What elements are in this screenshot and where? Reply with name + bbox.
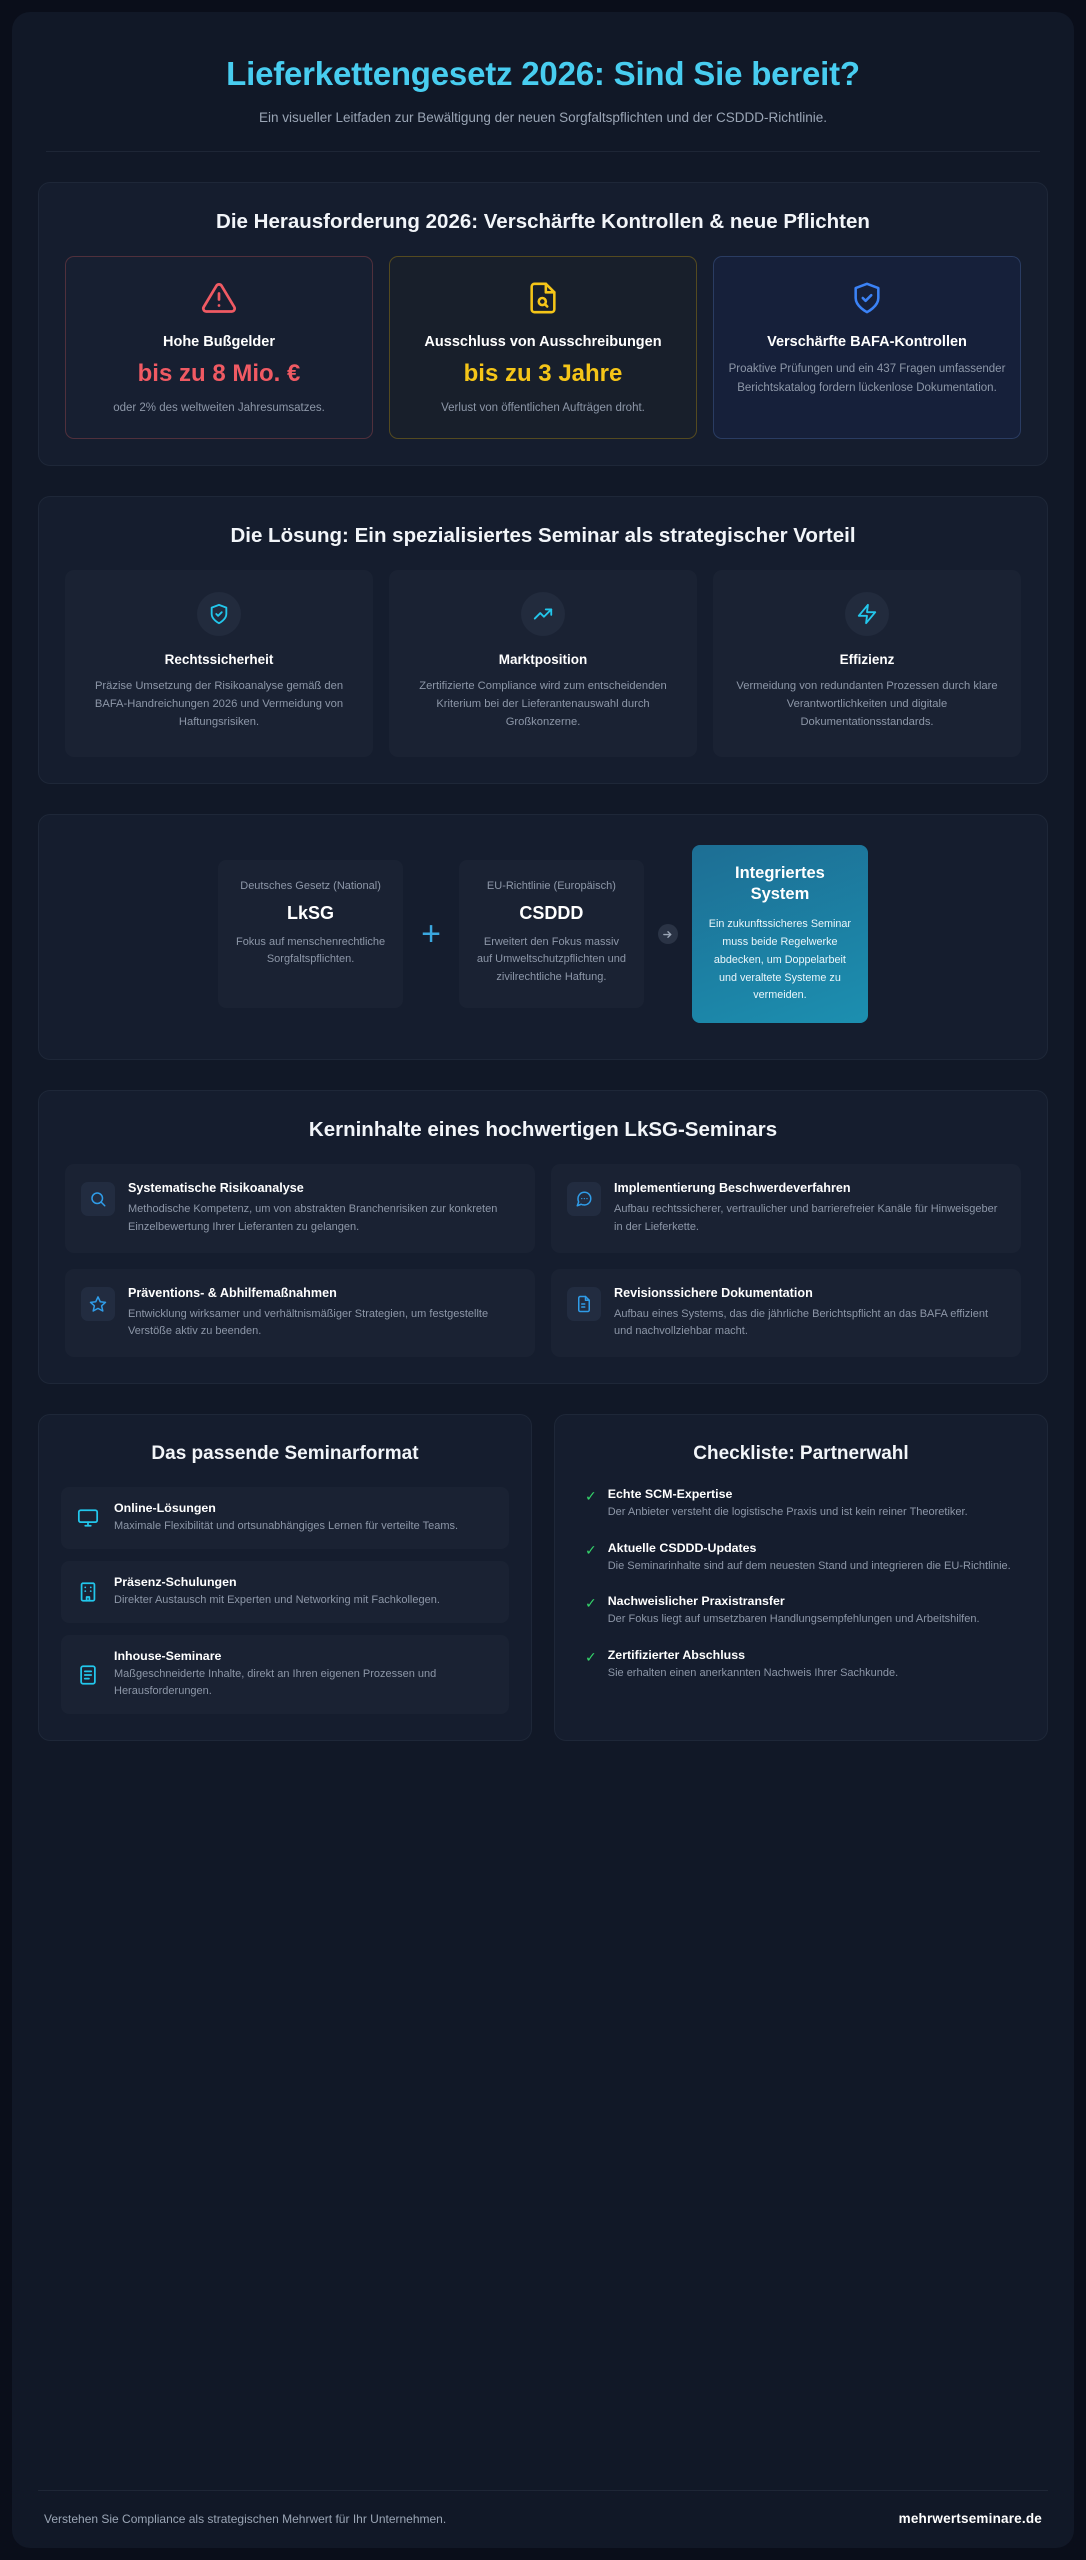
law-comparison-section xyxy=(38,814,1048,1060)
shield-check-icon xyxy=(197,592,241,636)
search-icon xyxy=(81,1182,115,1216)
check-icon: ✓ xyxy=(585,1541,597,1558)
shield-check-icon xyxy=(850,279,884,317)
checklist-item-body: Der Anbieter versteht die logistische Praxis und ist kein reiner Theoretiker. xyxy=(607,1505,968,1518)
bolt-icon xyxy=(845,592,889,636)
message-circle-icon xyxy=(567,1182,601,1216)
check-icon: ✓ xyxy=(585,1648,597,1665)
solution-card-body: Präzise Umsetzung der Risikoanalyse gemäß den BAFA-Handreichungen 2026 und Vermeidung von Haftungsrisiken. xyxy=(94,679,344,728)
core-item-title: Systematische Risikoanalyse xyxy=(128,1181,304,1196)
challenge-card-grid xyxy=(61,256,1025,439)
format-item-body: Direkter Austausch mit Experten und Networking mit Fachkollegen. xyxy=(114,1593,440,1606)
checklist-panel xyxy=(554,1414,1048,1741)
document-icon xyxy=(567,1287,601,1321)
core-content-title: Kerninhalte eines hochwertigen LkSG-Seminars xyxy=(308,1118,778,1142)
alert-triangle-icon xyxy=(201,279,237,317)
law-card-csddd xyxy=(459,860,644,1008)
checklist-item-practical-transfer xyxy=(577,1594,1025,1629)
header xyxy=(38,38,1048,125)
solution-card-efficiency xyxy=(713,570,1021,757)
checklist-item-title: Nachweislicher Praxistransfer xyxy=(607,1594,785,1609)
core-item-body: Aufbau rechtssicherer, vertraulicher und barrierefreier Kanäle für Hinweisgeber in der Lieferkette. xyxy=(614,1203,998,1233)
star-icon xyxy=(81,1287,115,1321)
checklist-item-certification xyxy=(577,1648,1025,1683)
checklist-item-title: Echte SCM-Expertise xyxy=(607,1486,733,1501)
core-item-prevention-measures xyxy=(65,1269,535,1358)
core-item-risk-analysis xyxy=(65,1164,535,1253)
solution-card-title: Rechtssicherheit xyxy=(164,651,274,667)
law-comparison-row xyxy=(61,841,1025,1033)
solution-card-grid xyxy=(61,570,1025,757)
risk-card-title: Hohe Bußgelder xyxy=(163,333,275,350)
risk-card-title: Verschärfte BAFA-Kontrollen xyxy=(767,333,967,350)
law-card-body: Fokus auf menschenrechtliche Sorgfaltspflichten. xyxy=(235,935,386,966)
solution-section xyxy=(38,496,1048,784)
arrow-right-icon xyxy=(658,924,678,944)
risk-card-note: oder 2% des weltweiten Jahresumsatzes. xyxy=(113,402,325,415)
core-item-title: Revisionssichere Dokumentation xyxy=(614,1285,813,1300)
law-card-kicker: Deutsches Gesetz (National) xyxy=(240,880,381,893)
checklist-item-title: Aktuelle CSDDD-Updates xyxy=(607,1540,757,1555)
core-item-documentation xyxy=(551,1269,1021,1358)
format-item-title: Präsenz-Schulungen xyxy=(114,1574,237,1589)
law-card-body: Erweitert den Fokus massiv auf Umweltschutzpflichten und zivilrechtliche Haftung. xyxy=(476,935,627,984)
law-card-name: LkSG xyxy=(287,902,335,923)
format-item-body: Maßgeschneiderte Inhalte, direkt an Ihren eigenen Prozessen und Herausforderungen. xyxy=(114,1668,437,1698)
seminar-format-title: Das passende Seminarformat xyxy=(151,1443,419,1465)
format-item-online xyxy=(61,1487,509,1549)
seminar-format-panel xyxy=(38,1414,532,1741)
file-search-icon xyxy=(526,279,560,317)
risk-card-bafa-controls xyxy=(713,256,1021,439)
core-content-section xyxy=(38,1090,1048,1384)
core-item-complaints-procedure xyxy=(551,1164,1021,1253)
risk-card-note: Verlust von öffentlichen Aufträgen droht. xyxy=(441,402,645,415)
format-item-title: Online-Lösungen xyxy=(114,1500,216,1515)
footer xyxy=(38,2491,1048,2548)
core-item-body: Aufbau eines Systems, das die jährliche Berichtspflicht an das BAFA effizient und nachvollziehbar macht. xyxy=(614,1307,988,1338)
infographic-frame xyxy=(12,12,1074,2548)
core-item-title: Präventions- & Abhilfemaßnahmen xyxy=(128,1285,337,1300)
checklist-item-csddd-updates xyxy=(577,1541,1025,1576)
footer-brand[interactable]: mehrwertseminare.de xyxy=(898,2511,1042,2526)
law-card-body: Ein zukunftssicheres Seminar muss beide Regelwerke abdecken, um Doppelarbeit und veraltete Systeme zu vermeiden. xyxy=(708,917,852,1002)
law-card-lksg xyxy=(218,860,403,1008)
check-icon: ✓ xyxy=(585,1487,597,1504)
risk-card-body: Proaktive Prüfungen und ein 437 Fragen umfassender Berichtskatalog fordern lückenlose Dokumentation. xyxy=(728,363,1006,395)
file-text-icon xyxy=(75,1664,101,1686)
solution-title: Die Lösung: Ein spezialisiertes Seminar als strategischer Vorteil xyxy=(230,523,856,547)
page-subtitle: Ein visueller Leitfaden zur Bewältigung der neuen Sorgfaltspflichten und der CSDDD-Richtlinie. xyxy=(258,110,828,126)
risk-card-stat: bis zu 3 Jahre xyxy=(463,360,623,388)
checklist-title: Checkliste: Partnerwahl xyxy=(693,1443,909,1465)
footer-text: Verstehen Sie Compliance als strategischen Mehrwert für Ihr Unternehmen. xyxy=(44,2511,447,2526)
bottom-panels xyxy=(38,1414,1048,1741)
risk-card-stat: bis zu 8 Mio. € xyxy=(137,360,301,388)
checklist-item-body: Der Fokus liegt auf umsetzbaren Handlungsempfehlungen und Arbeitshilfen. xyxy=(607,1613,980,1626)
law-card-name: CSDDD xyxy=(519,902,584,923)
solution-card-market-position xyxy=(389,570,697,757)
checklist-item-body: Die Seminarinhalte sind auf dem neuesten Stand und integrieren die EU-Richtlinie. xyxy=(607,1559,1011,1572)
building-icon xyxy=(75,1581,101,1603)
core-item-body: Methodische Kompetenz, um von abstrakten Branchenrisiken zur konkreten Einzelbewertung Ihrer Lieferanten zu gelangen. xyxy=(128,1203,498,1233)
core-item-title: Implementierung Beschwerdeverfahren xyxy=(614,1181,851,1196)
checklist-item-body: Sie erhalten einen anerkannten Nachweis Ihrer Sachkunde. xyxy=(607,1666,899,1679)
format-item-inhouse xyxy=(61,1635,509,1714)
risk-card-tender-exclusion xyxy=(389,256,697,439)
law-card-integrated-system xyxy=(692,845,868,1023)
trending-up-icon xyxy=(521,592,565,636)
footer-wrap xyxy=(38,2456,1048,2548)
page-title: Lieferkettengesetz 2026: Sind Sie bereit? xyxy=(226,55,860,92)
solution-card-title: Marktposition xyxy=(498,651,588,667)
solution-card-legal-certainty xyxy=(65,570,373,757)
checklist-item-title: Zertifizierter Abschluss xyxy=(607,1647,745,1662)
format-item-body: Maximale Flexibilität und ortsunabhängiges Lernen für verteilte Teams. xyxy=(114,1519,459,1532)
law-card-name: Integriertes System xyxy=(734,863,825,904)
challenge-title: Die Herausforderung 2026: Verschärfte Kontrollen & neue Pflichten xyxy=(216,210,870,234)
law-card-kicker: EU-Richtlinie (Europäisch) xyxy=(486,880,616,893)
risk-card-fines xyxy=(65,256,373,439)
check-icon: ✓ xyxy=(585,1595,597,1612)
solution-card-body: Vermeidung von redundanten Prozessen durch klare Verantwortlichkeiten und digitale Dokumentationsstandards. xyxy=(736,679,998,728)
monitor-icon xyxy=(75,1507,101,1529)
solution-card-title: Effizienz xyxy=(839,651,895,667)
core-item-body: Entwicklung wirksamer und verhältnismäßiger Strategien, um festgestellte Verstöße aktiv zu beenden. xyxy=(128,1307,489,1338)
checklist-item-scm-expertise xyxy=(577,1487,1025,1522)
risk-card-title: Ausschluss von Ausschreibungen xyxy=(424,333,662,350)
solution-card-body: Zertifizierte Compliance wird zum entscheidenden Kriterium bei der Lieferantenauswahl durch Großkonzerne. xyxy=(419,679,667,728)
plus-icon: + xyxy=(421,915,441,954)
header-divider xyxy=(46,151,1040,152)
core-content-grid xyxy=(61,1164,1025,1357)
challenge-section xyxy=(38,182,1048,466)
format-item-onsite xyxy=(61,1561,509,1623)
format-item-title: Inhouse-Seminare xyxy=(114,1649,222,1664)
